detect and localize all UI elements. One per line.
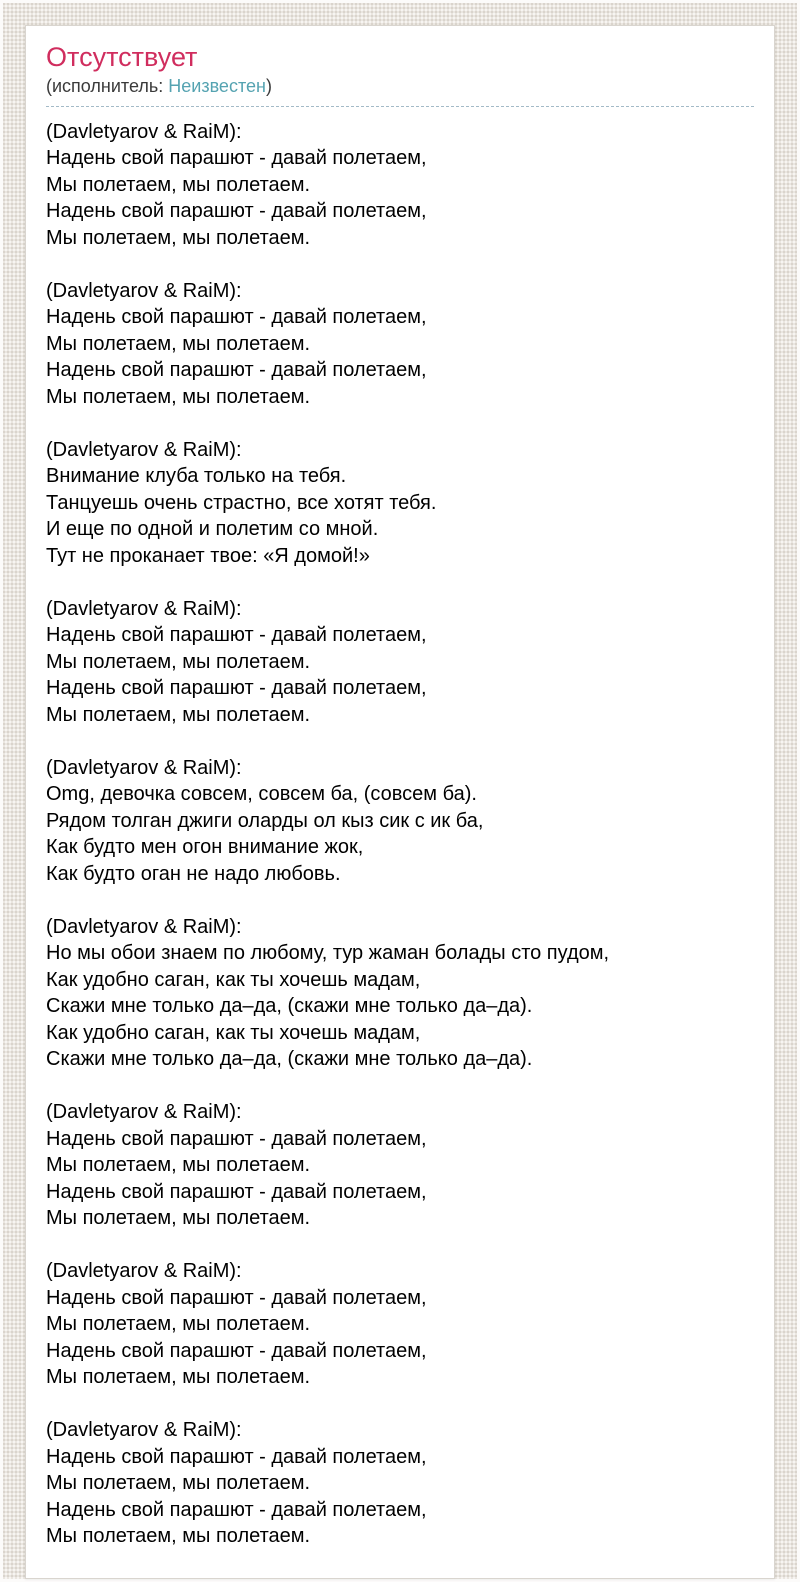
stanza xyxy=(46,755,754,888)
lyrics-line: Мы полетаем, мы полетаем. xyxy=(46,1313,311,1336)
stanza xyxy=(46,278,754,411)
lyrics-line: Надень свой парашют - давай полетаем, xyxy=(46,624,427,647)
card-header xyxy=(46,43,754,107)
lyrics-line: Рядом толган джиги оларды ол кыз сик с ик ба, xyxy=(46,809,484,832)
lyrics-line: Как удобно саган, как ты хочешь мадам, xyxy=(46,968,421,991)
lyrics-line: Скажи мне только да–да, (скажи мне только да–да). xyxy=(46,1048,533,1071)
artist-label: (исполнитель: xyxy=(46,75,169,96)
lyrics-line: Мы полетаем, мы полетаем. xyxy=(46,1366,311,1389)
stanza xyxy=(46,914,754,1073)
lyrics-line: Танцуешь очень страстно, все хотят тебя. xyxy=(46,491,437,514)
lyrics-line: Надень свой парашют - давай полетаем, xyxy=(46,1127,427,1150)
lyrics-line: (Davletyarov & RaiM): xyxy=(46,756,242,779)
lyrics-card xyxy=(25,25,775,1579)
artist-line xyxy=(46,76,754,97)
lyrics-line: Мы полетаем, мы полетаем. xyxy=(46,1472,311,1495)
lyrics-line: (Davletyarov & RaiM): xyxy=(46,120,242,143)
lyrics-line: (Davletyarov & RaiM): xyxy=(46,279,242,302)
lyrics-line: Мы полетаем, мы полетаем. xyxy=(46,385,311,408)
lyrics-line: Мы полетаем, мы полетаем. xyxy=(46,1525,311,1548)
lyrics-line: Мы полетаем, мы полетаем. xyxy=(46,173,311,196)
lyrics-line: (Davletyarov & RaiM): xyxy=(46,915,242,938)
artist-suffix: ) xyxy=(265,75,272,96)
lyrics-line: (Davletyarov & RaiM): xyxy=(46,1260,242,1283)
lyrics-line: (Davletyarov & RaiM): xyxy=(46,597,242,620)
lyrics-line: Тут не проканает твое: «Я домой!» xyxy=(46,544,370,567)
lyrics-line: Но мы обои знаем по любому, тур жаман болады сто пудом, xyxy=(46,942,610,965)
lyrics-line: Omg, девочка совсем, совсем ба, (совсем ба). xyxy=(46,783,477,806)
lyrics-line: (Davletyarov & RaiM): xyxy=(46,1419,242,1442)
lyrics-line: Надень свой парашют - давай полетаем, xyxy=(46,1498,427,1521)
lyrics-line: Мы полетаем, мы полетаем. xyxy=(46,703,311,726)
stanza xyxy=(46,596,754,729)
lyrics-line: (Davletyarov & RaiM): xyxy=(46,1101,242,1124)
lyrics-line: Как будто мен огон внимание жок, xyxy=(46,836,364,859)
stanza xyxy=(46,437,754,570)
stanza xyxy=(46,1258,754,1391)
lyrics-line: Внимание клуба только на тебя. xyxy=(46,465,347,488)
lyrics-line: Надень свой парашют - давай полетаем, xyxy=(46,147,427,170)
lyrics-line: Как удобно саган, как ты хочешь мадам, xyxy=(46,1021,421,1044)
artist-link[interactable]: Неизвестен xyxy=(168,75,266,96)
lyrics-line: Как будто оган не надо любовь. xyxy=(46,862,341,885)
lyrics-line: Мы полетаем, мы полетаем. xyxy=(46,226,311,249)
lyrics-line: Надень свой парашют - давай полетаем, xyxy=(46,1286,427,1309)
page-title: Отсутствует xyxy=(46,42,198,72)
lyrics-line: Мы полетаем, мы полетаем. xyxy=(46,332,311,355)
lyrics-line: Мы полетаем, мы полетаем. xyxy=(46,650,311,673)
lyrics-line: Надень свой парашют - давай полетаем, xyxy=(46,1180,427,1203)
lyrics-line: Надень свой парашют - давай полетаем, xyxy=(46,359,427,382)
lyrics-line: Мы полетаем, мы полетаем. xyxy=(46,1154,311,1177)
lyrics-line: Мы полетаем, мы полетаем. xyxy=(46,1207,311,1230)
lyrics xyxy=(46,107,754,1550)
lyrics-line: Надень свой парашют - давай полетаем, xyxy=(46,200,427,223)
stanza xyxy=(46,119,754,252)
lyrics-line: Надень свой парашют - давай полетаем, xyxy=(46,306,427,329)
lyrics-line: (Davletyarov & RaiM): xyxy=(46,438,242,461)
lyrics-line: Надень свой парашют - давай полетаем, xyxy=(46,1445,427,1468)
lyrics-line: Скажи мне только да–да, (скажи мне только да–да). xyxy=(46,995,533,1018)
lyrics-line: И еще по одной и полетим со мной. xyxy=(46,518,379,541)
lyrics-line: Надень свой парашют - давай полетаем, xyxy=(46,677,427,700)
stanza xyxy=(46,1417,754,1550)
lyrics-line: Надень свой парашют - давай полетаем, xyxy=(46,1339,427,1362)
stanza xyxy=(46,1099,754,1232)
